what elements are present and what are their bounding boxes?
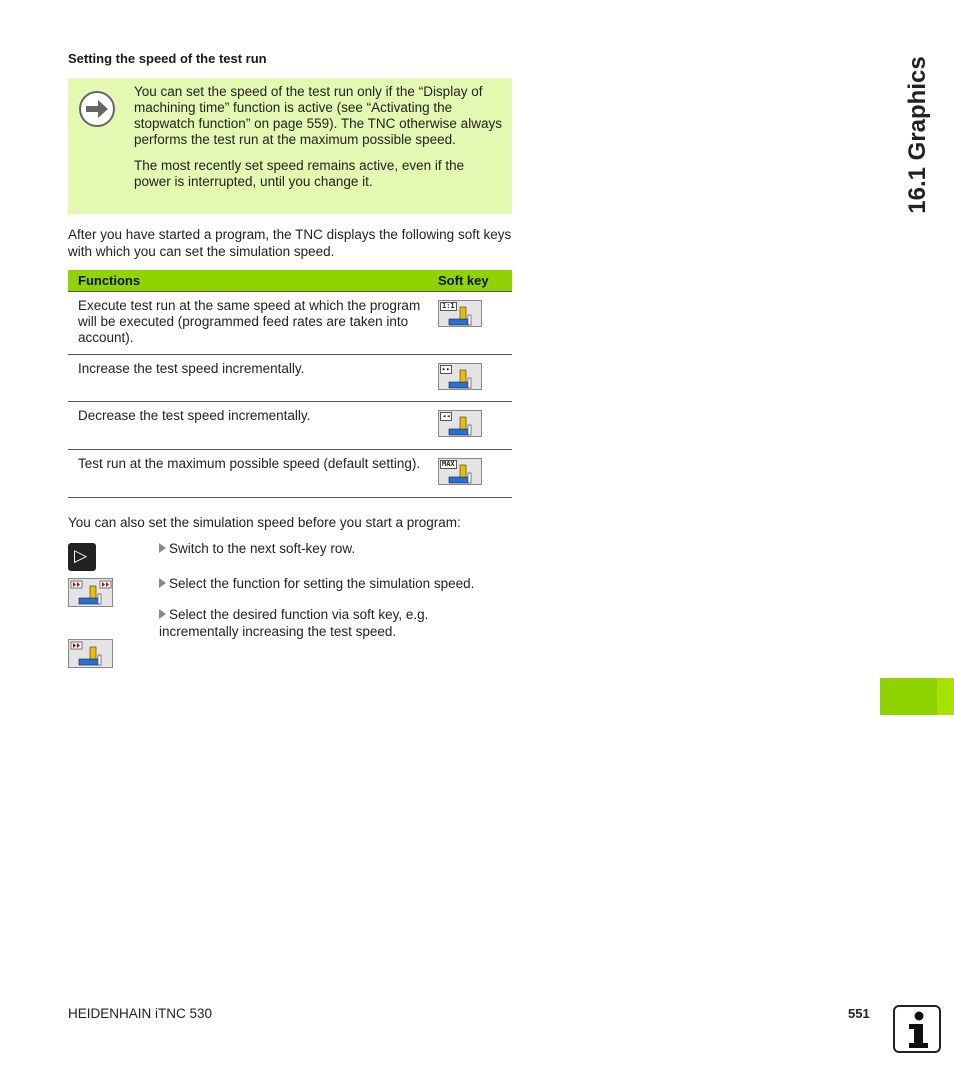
- softkey-speed-increase[interactable]: [438, 363, 482, 390]
- note-text: [134, 84, 504, 200]
- info-i-glyph: [895, 1007, 939, 1051]
- softkey-label: 1:1: [442, 302, 455, 310]
- header-softkey: Soft key: [432, 270, 512, 292]
- row-text: Increase the test speed incrementally.: [68, 355, 432, 402]
- step-bullet-icon: [159, 609, 166, 619]
- step-2: Select the function for setting the simulation speed.: [159, 575, 509, 592]
- softkey-label: ◂◂: [442, 412, 451, 420]
- softkey-speed-max[interactable]: [438, 458, 482, 485]
- footer-product: HEIDENHAIN iTNC 530: [68, 1006, 213, 1021]
- test-run-icon: [439, 301, 483, 328]
- chapter-tab-edge: [937, 678, 954, 715]
- also-paragraph: You can also set the simulation speed before you start a program:: [68, 515, 461, 530]
- next-softkey-row-key[interactable]: [68, 543, 96, 571]
- row-text: Test run at the maximum possible speed (default setting).: [68, 450, 432, 498]
- table-header: [68, 270, 512, 292]
- note-box: [68, 78, 512, 214]
- page-number: 551: [848, 1006, 870, 1021]
- test-run-icon: [439, 364, 483, 391]
- speed-increase-icon: [69, 640, 114, 669]
- table-row: [68, 450, 512, 498]
- table-row: [68, 355, 512, 402]
- table-row: [68, 402, 512, 450]
- section-heading: Setting the speed of the test run: [68, 51, 267, 66]
- note-paragraph-1: You can set the speed of the test run only if the “Display of machining time” function is active (see “Activating the stopwatch function” on page 559). The TNC otherwise always performs the test run at the maximum possible speed.: [134, 84, 502, 147]
- triangle-right-icon: ▷: [74, 546, 88, 566]
- softkey-speed-1-1[interactable]: [438, 300, 482, 327]
- test-run-icon: [439, 411, 483, 438]
- header-functions: Functions: [68, 270, 432, 292]
- step-1: Switch to the next soft-key row.: [159, 540, 509, 557]
- table-row: [68, 292, 512, 355]
- test-run-icon: [439, 459, 483, 486]
- step-3: Select the desired function via soft key, e.g. incrementally increasing the test speed.: [159, 607, 429, 639]
- softkey-increase-example[interactable]: [68, 639, 113, 668]
- step-bullet-icon: [159, 578, 166, 588]
- step-bullet-icon: [159, 543, 166, 553]
- info-icon: [893, 1005, 941, 1053]
- functions-table: [68, 270, 512, 498]
- softkey-speed-decrease[interactable]: [438, 410, 482, 437]
- arrow-right-circle-icon: [78, 90, 116, 128]
- row-text: Execute test run at the same speed at which the program will be executed (programmed feed rates are taken into account).: [68, 292, 432, 355]
- row-text: Decrease the test speed incrementally.: [68, 402, 432, 450]
- speed-function-icon: [69, 579, 114, 608]
- sidebar-chapter-title: 16.1 Graphics: [904, 56, 931, 214]
- softkey-label: MAX: [442, 460, 455, 468]
- note-paragraph-2: The most recently set speed remains active, even if the power is interrupted, until you change it.: [134, 158, 465, 189]
- softkey-label: ▸▸: [442, 365, 451, 373]
- intro-paragraph: After you have started a program, the TNC displays the following soft keys with which you can set the simulation speed.: [68, 227, 512, 259]
- softkey-simulation-speed[interactable]: [68, 578, 113, 607]
